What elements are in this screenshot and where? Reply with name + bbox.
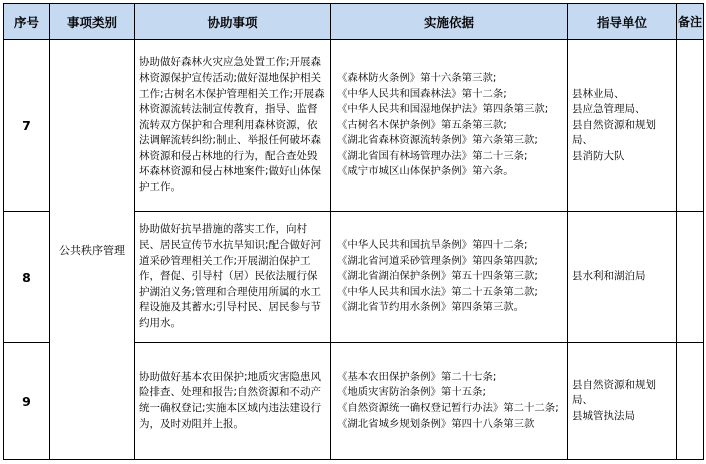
header-num: 序号 — [4, 4, 50, 40]
note-cell — [677, 40, 704, 212]
unit-line: 县自然资源和规划局、 — [572, 118, 656, 147]
header-basis: 实施依据 — [331, 4, 568, 40]
unit-line: 县消防大队 — [572, 149, 625, 162]
unit-line: 县水利和湖泊局 — [572, 270, 646, 283]
basis-cell — [331, 40, 568, 212]
table-header-row — [4, 4, 704, 40]
task-text: 协助做好抗旱措施的落实工作，向村民、居民宣传节水抗旱知识;配合做好河道采砂管理相关工作;开展湖泊保护工作，督促、引导村（居）民依法履行保护湖泊义务;管理和合理使用所属的水工程设施及其蓄水;引导村民、居民参与节约用水。 — [139, 223, 322, 329]
task-cell — [135, 40, 331, 212]
basis-cell — [331, 343, 568, 460]
basis-line: 《湖北省湖泊保护条例》第五十四条第三款; — [337, 270, 538, 283]
unit-cell — [568, 343, 677, 460]
basis-line: 《咸宁市城区山体保护条例》第六条。 — [337, 165, 514, 178]
header-note: 备注 — [677, 4, 704, 40]
basis-line: 《地质灾害防治条例》第十五条; — [337, 386, 486, 399]
basis-line: 《湖北省城乡规划条例》第四十八条第三款 — [337, 417, 535, 430]
basis-line: 《古树名木保护条例》第五条第三款; — [337, 118, 507, 131]
task-text: 协助做好森林火灾应急处置工作;开展森林资源保护宣传活动;做好湿地保护相关工作;古树名木保护管理相关工作;开展森林资源流转法制宣传教育，指导、监督流转双方保护和合理利用森林资源，依法调解流转纠纷;制止、举报任何破坏森林资源和侵占林地的行为，配合查处毁坏森林资源和侵占林地案件;做好山体保护工作。 — [139, 56, 325, 194]
basis-line: 《中华人民共和国水法》第二十五条第二款; — [337, 285, 538, 298]
category-cell: 公共秩序管理 — [50, 40, 135, 460]
table-row — [4, 40, 704, 212]
unit-line: 县应急管理局、 — [572, 103, 646, 116]
row-number: 9 — [4, 343, 50, 460]
basis-line: 《中华人民共和国湿地保护法》第四条第三款; — [337, 103, 549, 116]
basis-line: 《湖北省河道采砂管理条例》第四条第四款; — [337, 254, 538, 267]
unit-cell — [568, 212, 677, 343]
unit-line: 县林业局、 — [572, 87, 625, 100]
row-number: 8 — [4, 212, 50, 343]
basis-line: 《自然资源统一确权登记暂行办法》第二十二条; — [337, 402, 559, 414]
header-category: 事项类别 — [50, 4, 135, 40]
unit-line: 县城管执法局 — [572, 409, 635, 422]
unit-cell — [568, 40, 677, 212]
unit-line: 县自然资源和规划局、 — [572, 378, 656, 407]
task-cell — [135, 343, 331, 460]
header-task: 协助事项 — [135, 4, 331, 40]
task-text: 协助做好基本农田保护;地质灾害隐患风险排查、处理和报告;自然资源和不动产统一确权登记;实施本区域内违法建设行为，及时劝阻并上报。 — [139, 370, 322, 430]
basis-cell — [331, 212, 568, 343]
basis-line: 《森林防火条例》第十六条第三款; — [337, 71, 497, 84]
note-cell — [677, 212, 704, 343]
basis-line: 《基本农田保护条例》第二十七条; — [337, 370, 497, 383]
basis-line: 《湖北省节约用水条例》第四条第三款。 — [337, 301, 525, 314]
note-cell — [677, 343, 704, 460]
assist-matters-table — [3, 3, 704, 460]
basis-line: 《湖北省国有林场管理办法》第二十三条; — [337, 149, 528, 162]
basis-line: 《中华人民共和国森林法》第十二条; — [337, 87, 507, 100]
basis-line: 《中华人民共和国抗旱条例》第四十二条; — [337, 239, 528, 252]
task-cell — [135, 212, 331, 343]
basis-line: 《湖北省森林资源流转条例》第六条第三款; — [337, 134, 538, 147]
row-number: 7 — [4, 40, 50, 212]
header-unit: 指导单位 — [568, 4, 677, 40]
